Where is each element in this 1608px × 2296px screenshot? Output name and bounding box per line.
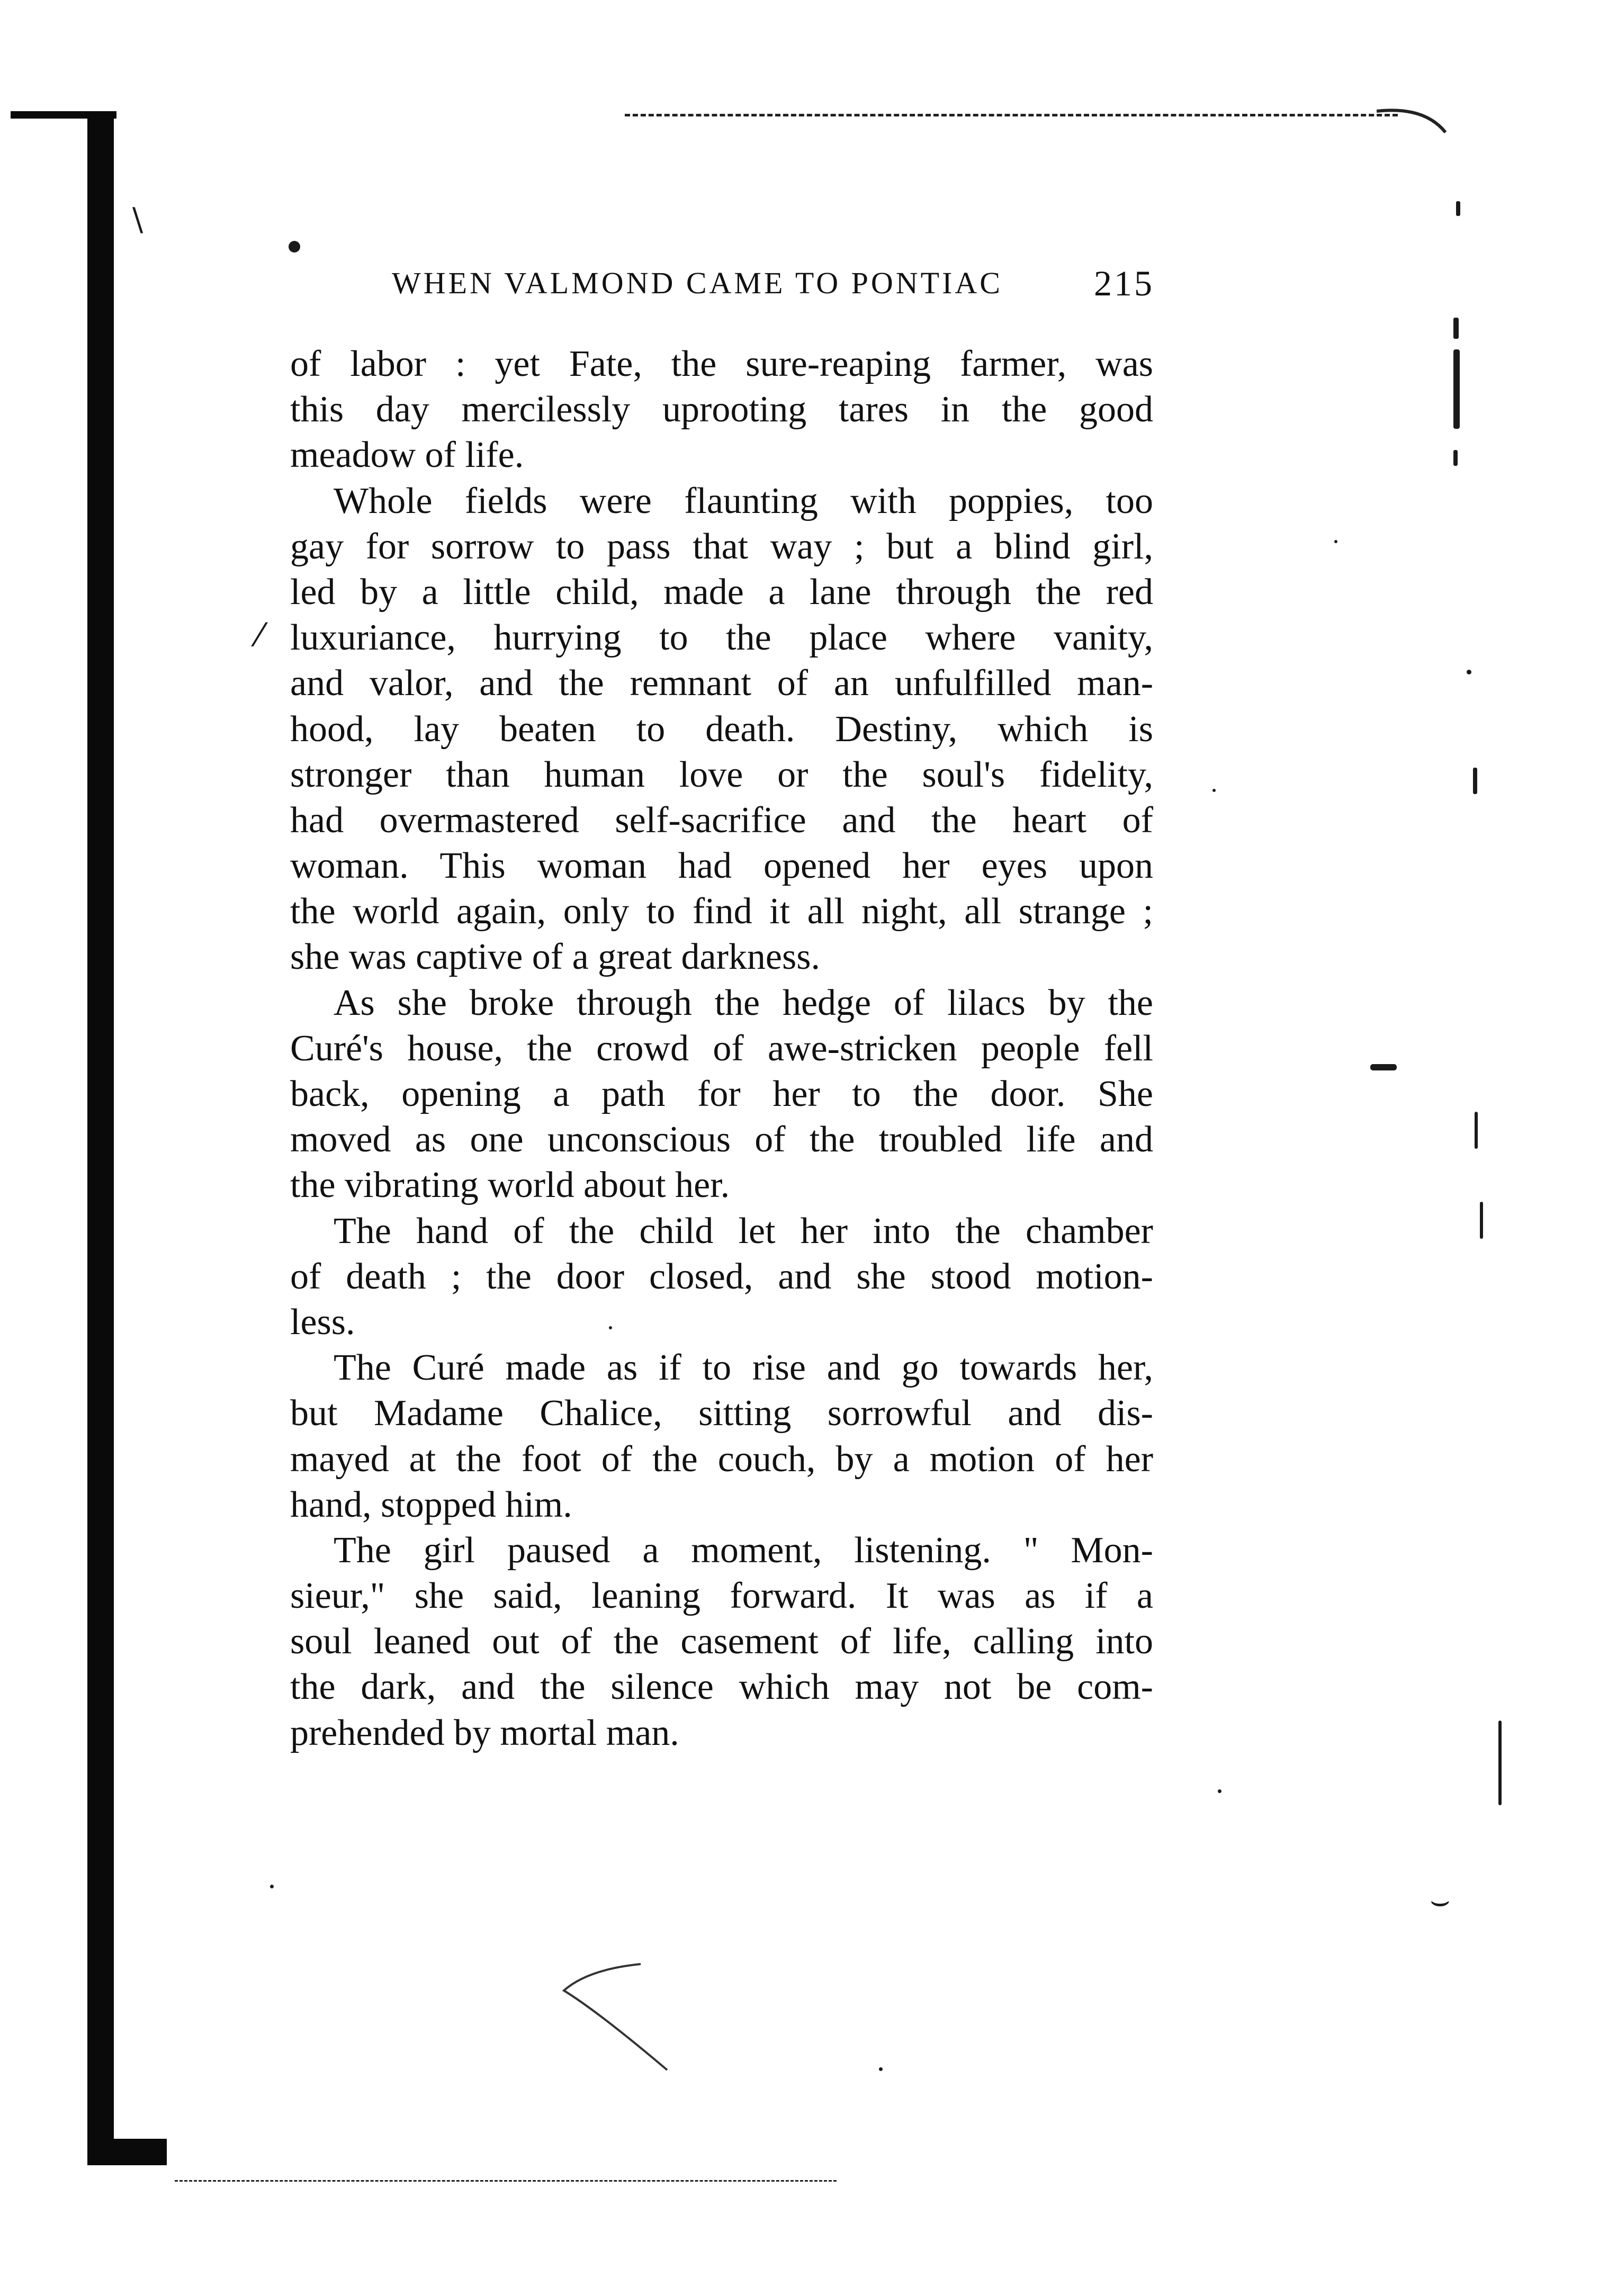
paragraph bbox=[290, 1528, 1153, 1756]
text-line: stronger than human love or the soul's fidelity, bbox=[290, 754, 1153, 795]
text-line: prehended by mortal man. bbox=[290, 1712, 679, 1753]
text-line: the world again, only to find it all night, all strange ; bbox=[290, 891, 1153, 932]
scan-speck bbox=[1498, 1721, 1502, 1805]
text-line: led by a little child, made a lane through the red bbox=[290, 571, 1153, 613]
scan-stray-mark: ⌣ bbox=[1430, 1882, 1451, 1919]
scan-speck bbox=[1480, 1202, 1483, 1239]
text-line: had overmastered self-sacrifice and the heart of bbox=[290, 799, 1153, 841]
page-number: 215 bbox=[1094, 263, 1154, 303]
text-line: she was captive of a great darkness. bbox=[290, 937, 820, 978]
text-line: The hand of the child let her into the chamber bbox=[334, 1210, 1153, 1251]
text-line: The Curé made as if to rise and go towards her, bbox=[334, 1347, 1153, 1389]
scan-speck bbox=[1453, 349, 1460, 429]
running-title: WHEN VALMOND CAME TO PONTIAC bbox=[392, 266, 1003, 300]
scan-speck bbox=[1475, 1112, 1478, 1149]
text-line: Whole fields were flaunting with poppies, too bbox=[334, 480, 1153, 521]
body-text bbox=[290, 341, 1153, 1756]
scan-speck bbox=[289, 241, 300, 253]
paragraph bbox=[290, 479, 1153, 980]
paragraph bbox=[290, 1345, 1153, 1528]
text-line: of labor : yet Fate, the sure-reaping farmer, was bbox=[290, 344, 1153, 384]
scan-bottom-edge-line bbox=[175, 2180, 837, 2182]
text-line: back, opening a path for her to the door. She bbox=[290, 1074, 1153, 1114]
scan-speck bbox=[1467, 670, 1471, 674]
scan-stray-mark: ⁄ bbox=[257, 617, 263, 654]
text-line: and valor, and the remnant of an unfulfilled man- bbox=[290, 663, 1153, 704]
text-line: the vibrating world about her. bbox=[290, 1165, 730, 1206]
scan-speck bbox=[1334, 540, 1337, 543]
scan-speck bbox=[1218, 1789, 1221, 1793]
scan-speck bbox=[1453, 450, 1458, 466]
running-header bbox=[392, 259, 1154, 307]
scan-top-edge-line bbox=[625, 114, 1398, 116]
scan-speck bbox=[1456, 201, 1460, 216]
scan-spine-edge-foot bbox=[87, 2139, 167, 2165]
text-line: As she broke through the hedge of lilacs by the bbox=[334, 982, 1153, 1023]
text-line: moved as one unconscious of the troubled life and bbox=[290, 1119, 1153, 1160]
scan-spine-shadow bbox=[87, 111, 114, 2165]
paragraph bbox=[290, 1209, 1153, 1346]
scan-speck bbox=[1212, 789, 1216, 792]
text-line: sieur," she said, leaning forward. It was as if a bbox=[290, 1575, 1153, 1617]
paragraph bbox=[290, 980, 1153, 1209]
text-line: hood, lay beaten to death. Destiny, which is bbox=[290, 708, 1153, 750]
scan-speck bbox=[1453, 318, 1459, 339]
text-line: luxuriance, hurrying to the place where vanity, bbox=[290, 617, 1153, 659]
scan-speck bbox=[1370, 1064, 1397, 1070]
scan-speck bbox=[1473, 768, 1477, 794]
scan-speck bbox=[270, 1885, 274, 1888]
text-line: woman. This woman had opened her eyes upon bbox=[290, 845, 1153, 887]
text-line: soul leaned out of the casement of life, calling into bbox=[290, 1621, 1153, 1662]
text-line: meadow of life. bbox=[290, 435, 524, 476]
scan-corner-curl bbox=[1377, 101, 1451, 148]
scan-speck bbox=[879, 2067, 883, 2071]
text-line: hand, stopped him. bbox=[290, 1484, 572, 1525]
text-line: less. bbox=[290, 1301, 355, 1343]
text-line: The girl paused a moment, listening. " Mon- bbox=[334, 1529, 1153, 1571]
paragraph bbox=[290, 341, 1153, 479]
text-line: mayed at the foot of the couch, by a motion of her bbox=[290, 1438, 1153, 1480]
text-line: but Madame Chalice, sitting sorrowful and dis- bbox=[290, 1393, 1153, 1434]
scan-stray-mark: \ bbox=[132, 201, 143, 238]
scan-stray-pen-mark bbox=[556, 1959, 683, 2075]
text-line: of death ; the door closed, and she stood motion- bbox=[290, 1256, 1153, 1297]
text-line: gay for sorrow to pass that way ; but a blind girl, bbox=[290, 526, 1153, 567]
text-line: the dark, and the silence which may not be com- bbox=[290, 1667, 1153, 1708]
text-line: Curé's house, the crowd of awe-stricken people fell bbox=[290, 1028, 1153, 1069]
text-line: this day mercilessly uprooting tares in the good bbox=[290, 389, 1153, 430]
